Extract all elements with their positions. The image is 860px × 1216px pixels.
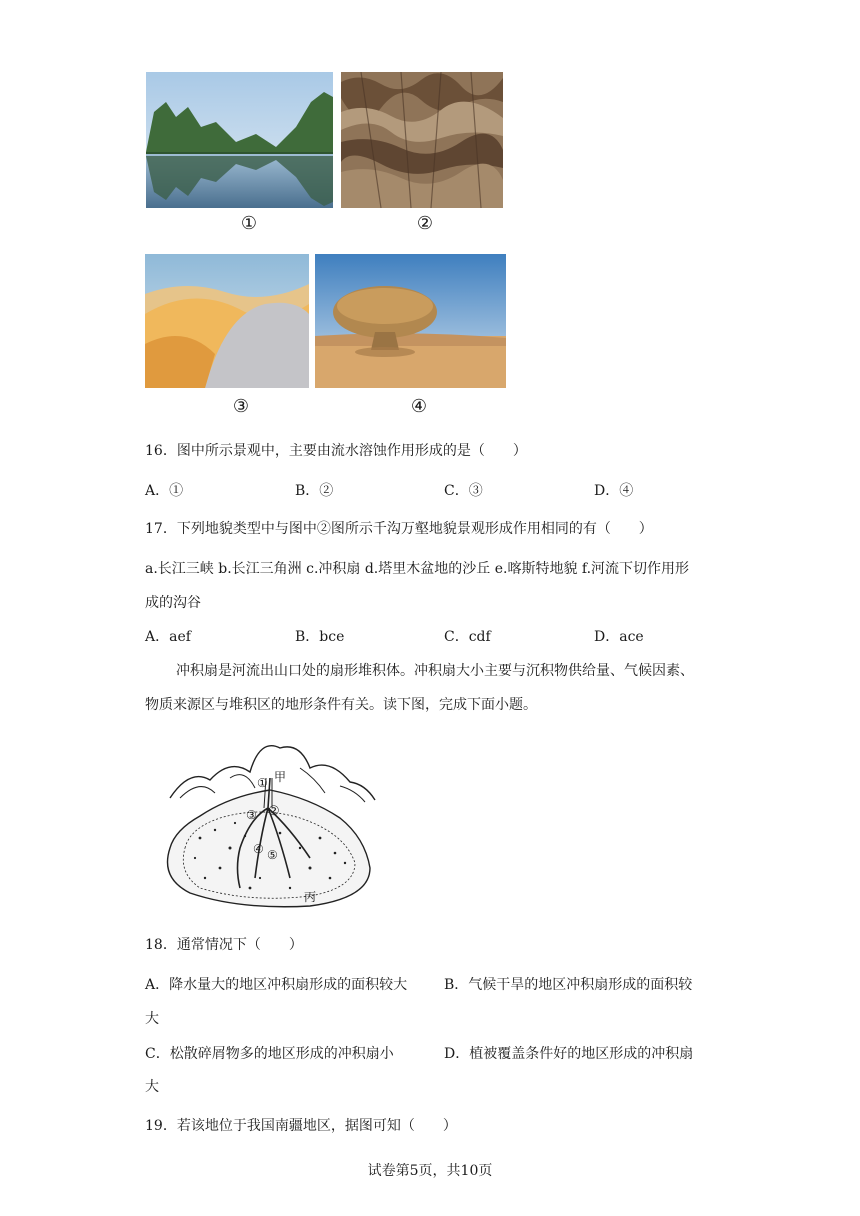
diagram-label-5: ⑤ bbox=[267, 848, 278, 862]
page-footer: 试卷第5页，共10页 bbox=[367, 1163, 493, 1179]
diagram-label-bing: 丙 bbox=[304, 890, 317, 904]
q18-option-b: B．气候干旱的地区冲积扇形成的面积较 bbox=[444, 977, 693, 993]
q16-option-d: D．④ bbox=[594, 483, 634, 499]
diagram-label-jia: 甲 bbox=[274, 770, 287, 784]
photo-mushroom-rock bbox=[315, 254, 506, 388]
diagram-label-1: ① bbox=[257, 776, 268, 790]
diagram-label-3: ③ bbox=[246, 808, 257, 822]
q17-option-d: D．ace bbox=[594, 629, 644, 645]
photo-label-1: ① bbox=[240, 213, 258, 234]
alluvial-fan-diagram bbox=[160, 738, 380, 910]
q18-option-d: D．植被覆盖条件好的地区形成的冲积扇 bbox=[444, 1046, 694, 1062]
photo-label-4: ④ bbox=[410, 396, 428, 417]
q16-option-b: B．② bbox=[295, 483, 334, 499]
q18-option-b-continued: 大 bbox=[145, 1011, 159, 1027]
q17-option-c: C．cdf bbox=[444, 629, 491, 645]
photo-label-3: ③ bbox=[232, 396, 250, 417]
question-19-stem: 19．若该地位于我国南疆地区，据图可知（ ） bbox=[145, 1118, 457, 1134]
photo-karst-river bbox=[146, 72, 333, 208]
q17-list-line-2: 成的沟谷 bbox=[145, 595, 201, 611]
question-18-stem: 18．通常情况下（ ） bbox=[145, 937, 303, 953]
q17-option-a: A．aef bbox=[145, 629, 191, 645]
q17-option-b: B．bce bbox=[295, 629, 345, 645]
q18-option-c: C．松散碎屑物多的地区形成的冲积扇小 bbox=[145, 1046, 394, 1062]
passage-line-1: 冲积扇是河流出山口处的扇形堆积体。冲积扇大小主要与沉积物供给量、气候因素、 bbox=[176, 663, 694, 679]
question-17-stem: 17．下列地貌类型中与图中②图所示千沟万壑地貌景观形成作用相同的有（ ） bbox=[145, 521, 653, 537]
photo-label-2: ② bbox=[416, 213, 434, 234]
diagram-label-4: ④ bbox=[253, 842, 264, 856]
question-16-stem: 16．图中所示景观中，主要由流水溶蚀作用形成的是（ ） bbox=[145, 443, 527, 459]
diagram-label-2: ② bbox=[268, 804, 280, 819]
photo-gully-terrain bbox=[341, 72, 503, 208]
q16-option-a: A．① bbox=[145, 483, 184, 499]
passage-line-2: 物质来源区与堆积区的地形条件有关。读下图，完成下面小题。 bbox=[145, 697, 537, 713]
q18-option-c-continued: 大 bbox=[145, 1079, 159, 1095]
q18-option-a: A．降水量大的地区冲积扇形成的面积较大 bbox=[145, 977, 408, 993]
q16-option-c: C．③ bbox=[444, 483, 483, 499]
q17-list-line-1: a.长江三峡 b.长江三角洲 c.冲积扇 d.塔里木盆地的沙丘 e.喀斯特地貌 f.河流下切作用形 bbox=[145, 561, 690, 577]
photo-sand-dunes bbox=[145, 254, 309, 388]
